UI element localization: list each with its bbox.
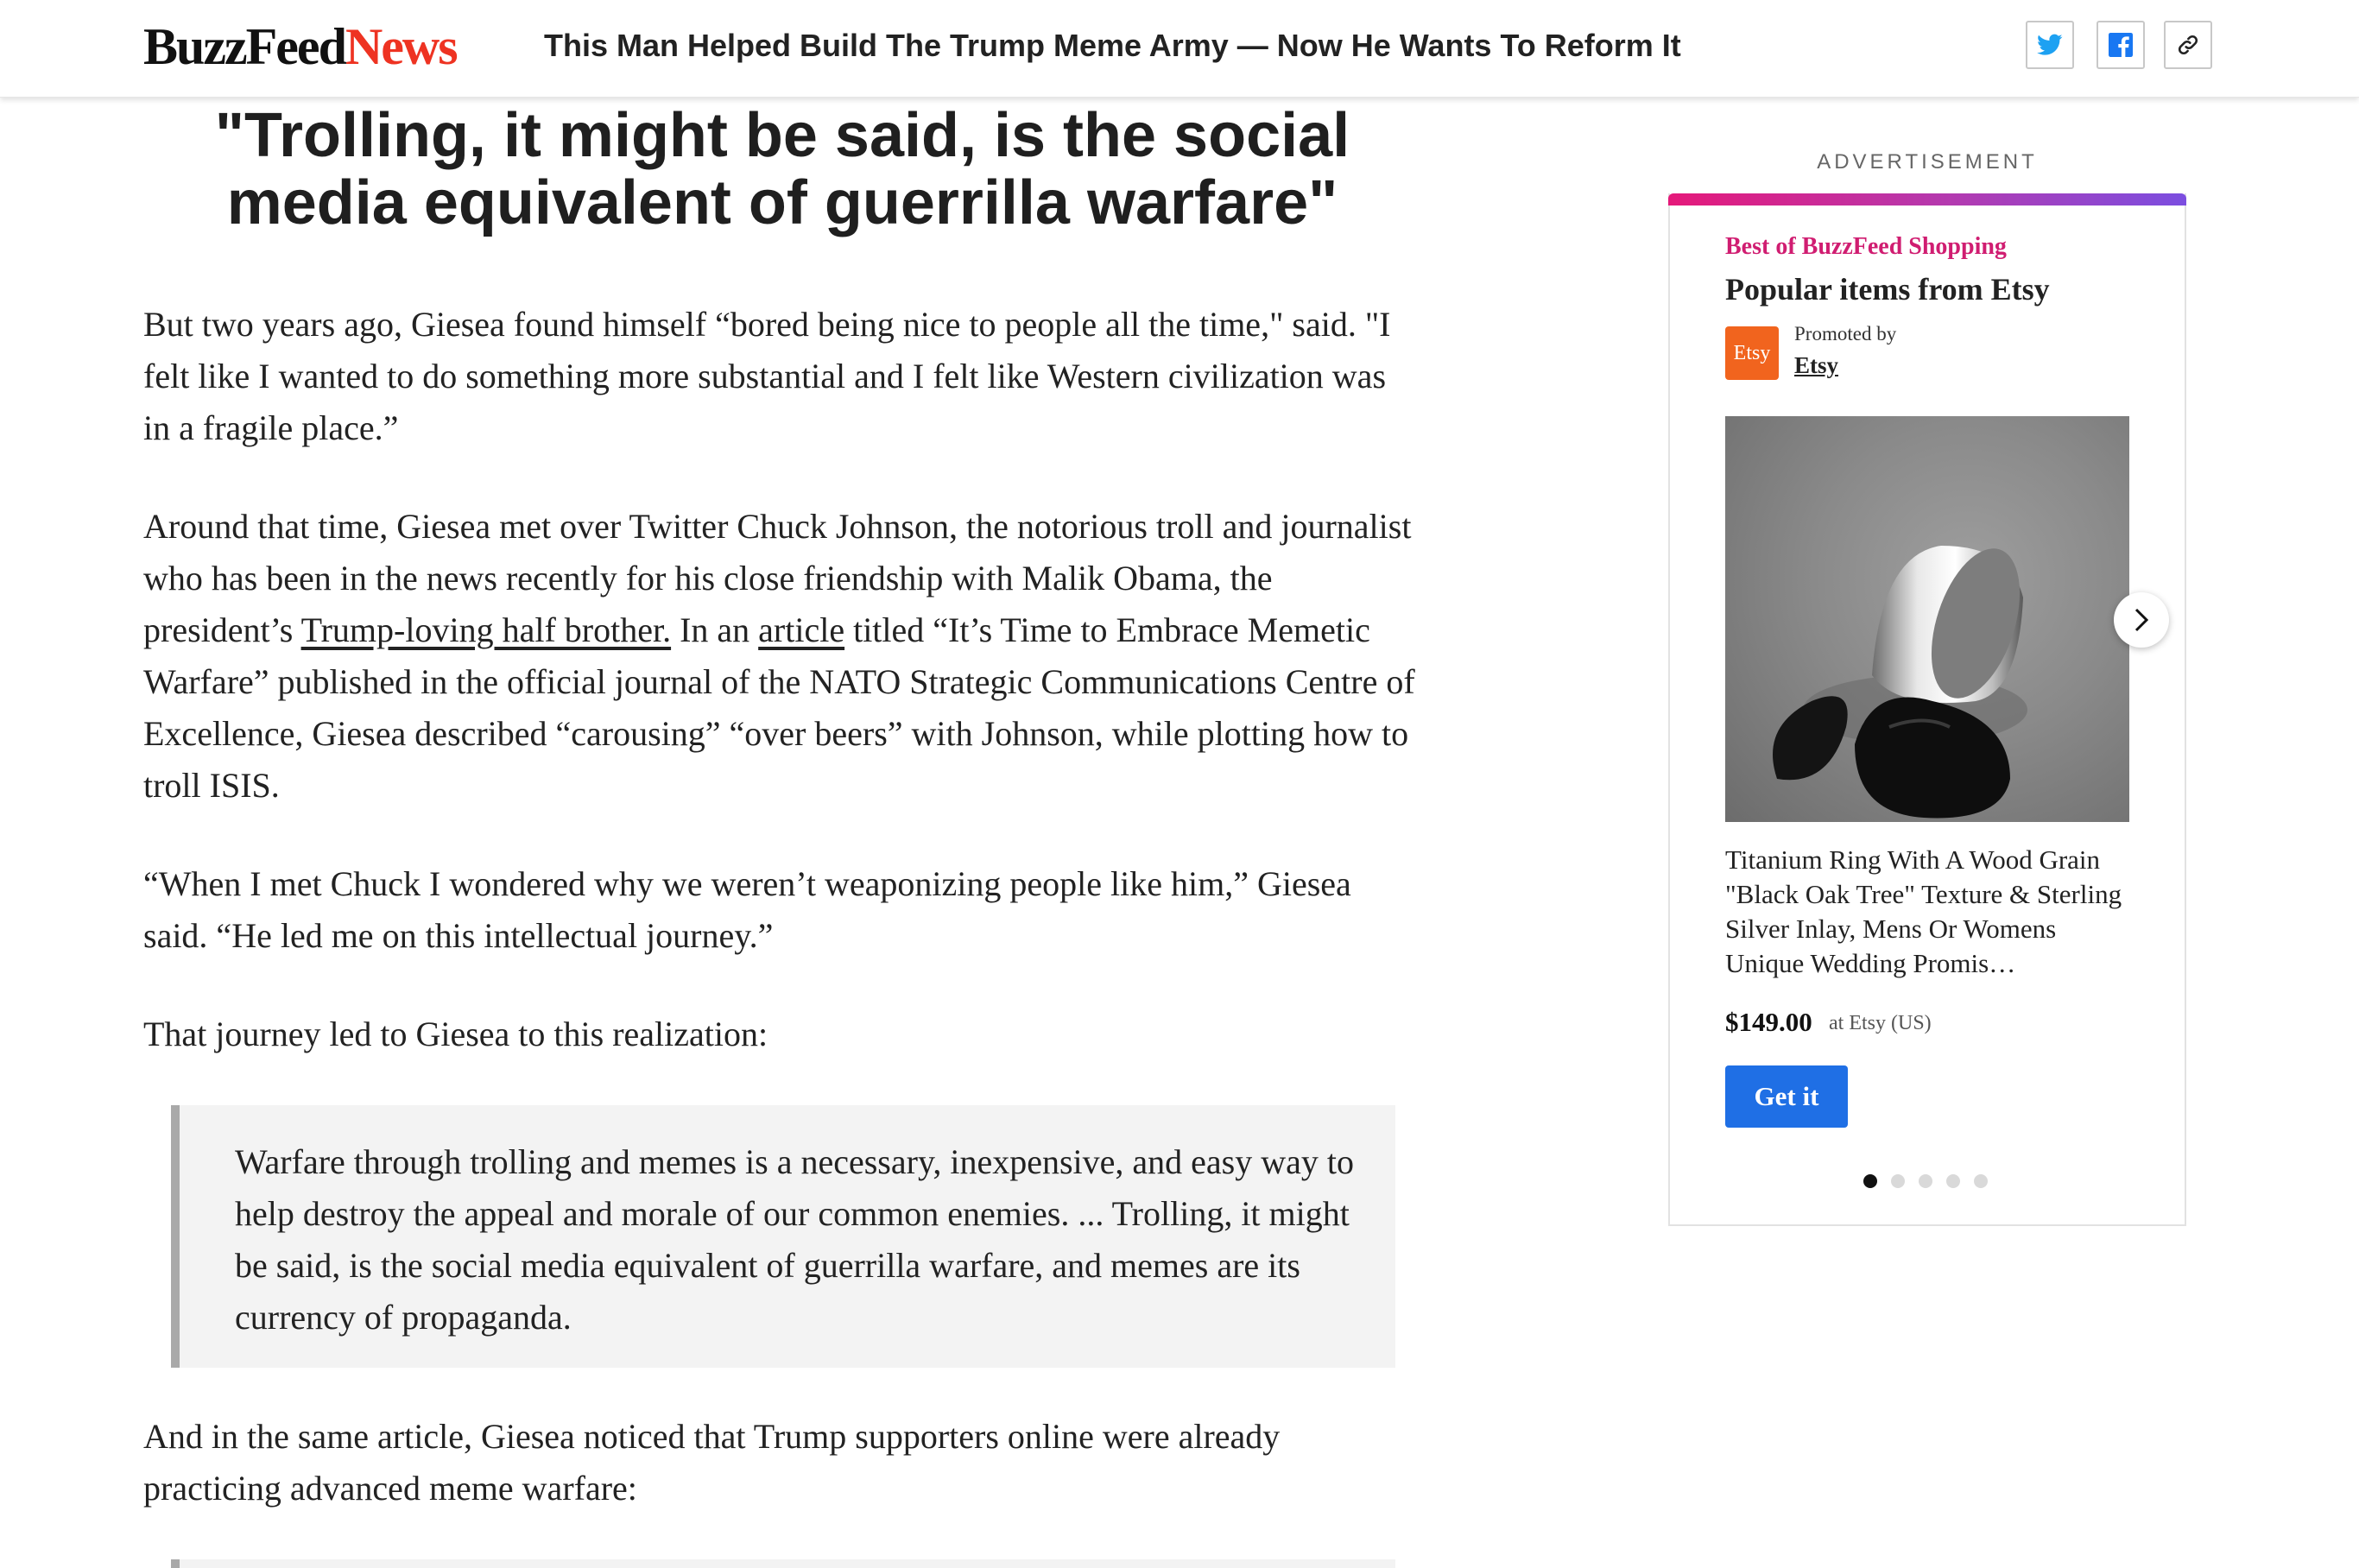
block-quote: Warfare through trolling and memes is a necessary, inexpensive, and easy way to help destroy the appeal and morale of our common enemies. ... Trolling, it might be said, is the social media equivalent of guerrilla warfare, and memes are its currency of propaganda.	[171, 1105, 1395, 1368]
article-paragraph: “When I met Chuck I wondered why we weren’t weaponizing people like him,” Giesea said. “He led me on this intellectual journey.”	[143, 864, 1351, 955]
carousel-dot-3[interactable]	[1919, 1174, 1932, 1188]
paragraph-text: Around that time, Giesea met over Twitter Chuck Johnson, the notorious troll and journalist who has been in the news recently for his close friendship with Malik Obama, the president’s	[143, 507, 1412, 649]
ring-photo-icon	[1725, 416, 2129, 822]
product-image[interactable]	[1725, 416, 2129, 822]
product-price: $149.00	[1725, 1007, 1812, 1037]
header-article-title: This Man Helped Build The Trump Meme Army — Now He Wants To Reform It	[544, 28, 1681, 63]
carousel-dot-5[interactable]	[1974, 1174, 1988, 1188]
paragraph-text: titled “It’s Time to Embrace Memetic Warfare” published in the official journal of the NATO Strategic Communications Centre of Excellence, Giesea described “carousing” “over beers” with Johnson, while plotting how to troll ISIS.	[143, 610, 1415, 805]
product-merchant: at Etsy (US)	[1829, 1012, 1932, 1034]
twitter-icon	[2037, 34, 2063, 56]
ad-eyebrow-link[interactable]: Best of BuzzFeed Shopping	[1725, 233, 2007, 260]
carousel-dot-4[interactable]	[1946, 1174, 1960, 1188]
advertisement-label: ADVERTISEMENT	[1817, 150, 2038, 174]
logo-news-text: News	[345, 18, 457, 75]
promoted-by-link[interactable]: Etsy	[1794, 352, 1839, 378]
share-twitter-button[interactable]	[2026, 21, 2074, 69]
promoted-by-label: Promoted by	[1794, 323, 1897, 345]
copy-link-button[interactable]	[2164, 21, 2212, 69]
carousel-dot-1[interactable]	[1863, 1174, 1877, 1188]
carousel-dot-2[interactable]	[1891, 1174, 1905, 1188]
article-paragraph: And in the same article, Giesea noticed that Trump supporters online were already practicing advanced meme warfare:	[143, 1417, 1281, 1508]
logo-buzzfeed-text: BuzzFeed	[143, 18, 345, 75]
paragraph-text: In an	[671, 610, 759, 649]
article-paragraph: But two years ago, Giesea found himself “bored being nice to people all the time," said. "I felt like I wanted to do something more substantial and I felt like Western civilization was in a fragile place.”	[143, 305, 1391, 447]
ad-heading: Popular items from Etsy	[1725, 272, 2050, 307]
carousel-next-button[interactable]	[2114, 592, 2169, 648]
top-nav-bar	[0, 0, 2359, 98]
trump-loving-half-brother-link[interactable]: Trump-loving half brother.	[300, 610, 672, 649]
facebook-icon	[2109, 33, 2133, 57]
block-quote	[171, 1559, 1395, 1568]
carousel-dots	[1863, 1174, 1988, 1188]
ad-gradient-bar	[1668, 193, 2186, 205]
buzzfeed-news-logo[interactable]	[143, 12, 457, 81]
share-facebook-button[interactable]	[2097, 21, 2145, 69]
article-paragraph	[143, 501, 1421, 812]
etsy-logo[interactable]: Etsy	[1725, 326, 1779, 380]
pull-quote-heading: "Trolling, it might be said, is the social media equivalent of guerrilla warfare"	[214, 101, 1350, 237]
article-paragraph: That journey led to Giesea to this realization:	[143, 1015, 768, 1053]
chevron-right-icon	[2132, 607, 2151, 633]
product-title[interactable]: Titanium Ring With A Wood Grain "Black Oak Tree" Texture & Sterling Silver Inlay, Mens Or Womens Unique Wedding Promis…	[1725, 844, 2122, 978]
link-icon	[2176, 33, 2200, 57]
get-it-button[interactable]: Get it	[1725, 1065, 1848, 1128]
article-link[interactable]: article	[758, 610, 845, 649]
